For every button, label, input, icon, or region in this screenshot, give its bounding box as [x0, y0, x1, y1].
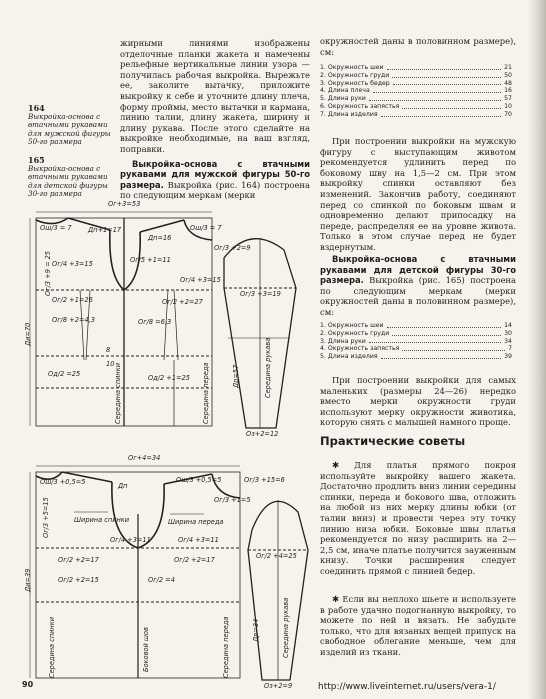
measurement-name: 7. Длина изделия: [320, 110, 378, 118]
label-og2-2: Ог/2 +2=27: [162, 298, 203, 306]
label-dp-child: Дп: [118, 482, 128, 490]
measurement-value: 34: [504, 337, 512, 345]
label-og-plus3: Ог+3=53: [108, 200, 141, 208]
figure-164-caption: [28, 104, 120, 147]
measurement-row: [320, 322, 512, 330]
tip-knitting-text: Если вы неплохо шьете и используете в работе удачно подогнанную выкройку, то можете по ней и вязать. Не забудьте только, что для вязаных вещей припуск на свободное облегание меньше, чем для изделий из ткани.: [320, 594, 517, 657]
paragraph-men-pattern-heading: [120, 159, 310, 201]
figure-164-number: 164: [28, 103, 45, 113]
figure-165-caption: [28, 156, 120, 199]
leader-dots: [369, 95, 501, 101]
measurement-name: 1. Окружность шеи: [320, 64, 384, 71]
tip-dress: ✱ Для платья прямого покроя используйте выкройку вашего жакета. Достаточно продлить вниз линии середины спинки, переда и бокового шва, отложить на любой из них мерку длины юбки (от талии вниз) и провести через эту точку линию низа юбки. Боковые швы платья рекомендуется по низу расширить на 2—2,5 см, иначе платье получится зауженным книзу. Точки расширения следует соединить прямой с линией бедер.: [320, 460, 516, 576]
label-og8-2: Ог/8 +2=4,3: [52, 316, 95, 324]
practical-tips-heading: Практические советы: [320, 434, 466, 448]
label-osh3-05-b: Ош/3 +0,5=5: [176, 476, 222, 484]
measurement-value: 70: [504, 110, 512, 118]
leader-dots: [392, 330, 501, 336]
leader-dots: [387, 64, 502, 70]
measurement-name: 2. Окружность груди: [320, 71, 390, 79]
label-dr-34: Др=34: [252, 618, 260, 642]
measurement-value: 14: [504, 322, 512, 329]
measurement-value: 7: [508, 345, 512, 353]
label-center-sleeve-child: Середина рукава: [282, 597, 290, 658]
label-center-front-child: Середина переда: [222, 616, 230, 678]
leader-dots: [392, 72, 501, 78]
label-og2-2-17-right: Ог/2 +2=17: [174, 556, 215, 564]
measurement-name: 6. Окружность запястья: [320, 102, 400, 110]
label-osh3-a: Ош/3 = 7: [40, 224, 72, 232]
measurement-row: [320, 353, 512, 361]
child-pattern-heading-rest: Выкройка (рис. 165) построена по следующим меркам (мерки окружностей даны в половинном размере), см:: [320, 275, 516, 317]
measurement-name: 3. Окружность бедер: [320, 79, 390, 87]
page-number: 90: [22, 680, 34, 689]
paragraph-small-sizes: [320, 375, 516, 432]
label-di: Ди=70: [24, 322, 32, 346]
paragraph-belly-text: При построении выкройки на мужскую фигуру с выступающим животом рекомендуется удлинить перед по боковому шву на 1,5—2 см. При этом выкройку спинки оставляют без изменений. Закончив работу, соединяют перед со спинкой по боковым швам и одновременно делают припосадку на переде, распределяя ее на уровне живота. Только в этом случае перед не будет вздернутым.: [320, 136, 516, 252]
measurement-row: [320, 338, 512, 346]
leader-dots: [381, 353, 502, 359]
label-og3-9: Ог/3 +9 = 25: [44, 251, 52, 296]
child-pattern-heading: Выкройка-основа с втачными рукавами для детской фигуры 30-го размера.: [320, 254, 516, 286]
men-pattern-heading-rest: Выкройка (рис. 164) построена по следующим меркам (мерки: [120, 179, 310, 201]
label-oz-2-9: Оз+2=9: [264, 682, 293, 690]
measurement-row: [320, 345, 512, 353]
label-dr: Др=57: [232, 364, 240, 388]
measurement-name: 5. Длина изделия: [320, 353, 378, 361]
label-osh3-05-a: Ош/3 +0,5=5: [40, 478, 86, 486]
measurement-row: [320, 95, 512, 103]
leader-dots: [402, 345, 505, 351]
label-oz-2: Оз+2=12: [246, 430, 279, 438]
measurement-row: [320, 330, 512, 338]
label-og4-3-right: Ог/4 +3=15: [180, 276, 221, 284]
label-og2-2-17-left: Ог/2 +2=17: [58, 556, 99, 564]
measurement-value: 21: [504, 64, 512, 71]
column-right-intro: окружностей даны в половинном размере), см:: [320, 36, 516, 57]
measurement-row: [320, 103, 512, 111]
measurement-name: 3. Длина руки: [320, 337, 366, 345]
measurement-value: 10: [504, 102, 512, 110]
label-od2: Од/2 =25: [48, 370, 81, 378]
measurement-row: [320, 72, 512, 80]
draft-165-lines: [18, 452, 318, 694]
tip-dress-text: Для платья прямого покроя используйте выкройку вашего жакета. Достаточно продлить вниз линии середины спинки, переда и бокового шва, отложить на любой из них мерку длины юбки (от талии вниз) и провести через эту точку линию низа юбки. Боковые швы платья рекомендуется по низу расширить на 2—2,5 см, иначе платье получится зауженным книзу. Точки расширения следует соединить прямой с линией бедер.: [320, 460, 516, 576]
leader-dots: [369, 338, 501, 344]
label-osh3-b: Ош/3 = 7: [190, 224, 222, 232]
pattern-draft-164: [18, 198, 318, 440]
tip-knitting: ✱ Если вы неплохо шьете и используете в работе удачно подогнанную выкройку, то можете по ней и вязать. Не забудьте только, что для вязаных вещей припуск на свободное облегание меньше, чем для изделий из ткани.: [320, 594, 517, 657]
label-og2-4-25: Ог/2 +4=25: [256, 552, 297, 560]
measurement-name: 4. Длина плеча: [320, 87, 370, 95]
label-og-plus4: Ог+4=34: [128, 454, 161, 462]
leader-dots: [393, 80, 501, 86]
label-od2-1: Од/2 +1=25: [148, 374, 190, 382]
measurement-name: 2. Окружность груди: [320, 329, 390, 337]
leader-dots: [402, 103, 501, 109]
measurement-row: [320, 87, 512, 95]
leader-dots: [381, 111, 502, 117]
label-og8: Ог/8 =6,3: [138, 318, 172, 326]
label-og2-4: Ог/2 =4: [148, 576, 175, 584]
leader-dots: [387, 322, 502, 328]
measurements-list-child: [320, 322, 512, 361]
column-left-text: [120, 38, 310, 205]
label-dp: Дп=16: [148, 234, 172, 242]
label-og3-3: Ог/3 +3=19: [240, 290, 281, 298]
label-og4-3-11-right: Ог/4 +3=11: [178, 536, 219, 544]
measurement-name: 1. Окружность шеи: [320, 322, 384, 329]
label-og3-15r: Ог/3 +15=6: [244, 476, 285, 484]
label-di-39: Ди=39: [24, 568, 32, 592]
label-og3-5: Ог/3 +5=15: [42, 497, 50, 538]
pattern-draft-165: [18, 452, 318, 694]
label-8: 8: [106, 346, 111, 354]
paragraph-working-pattern: жирными линиями изображены отделочные планки жакета и намечены рельефные вертикальные линии узора — получилась рабочая выкройка. Вырежьте ее, заколите вытачку, приложите выкройку к себе и уточните длину плеча, форму проймы, место вытачки и кармана, линию талии, длину жакета, ширину и длину рукава. После этого сделайте на выкройке необходимые, на ваш взгляд, поправки.: [120, 38, 310, 154]
label-center-sleeve: Середина рукава: [264, 337, 272, 398]
measurement-row: [320, 80, 512, 88]
measurement-row: [320, 64, 512, 72]
paragraph-small-sizes-text: При построении выкройки для самых маленьких (размеры 24—26) нередко вместо мерки окружности груди используют мерку окружности животика, которую снять с малышей намного проще.: [320, 375, 516, 428]
measurement-row: [320, 111, 512, 119]
measurement-name: 4. Окружность запястья: [320, 345, 400, 353]
label-center-back: Середина спинки: [114, 363, 122, 424]
measurement-name: 5. Длина руки: [320, 95, 366, 103]
label-center-back-child: Середина спинки: [48, 617, 56, 678]
men-pattern-heading: Выкройка-основа с втачными рукавами для мужской фигуры 50-го размера.: [120, 158, 310, 190]
label-dp1: Дп+1=17: [88, 226, 122, 234]
source-url: http://www.liveinternet.ru/users/vera-1/: [318, 682, 496, 692]
paragraph-child-pattern-heading: [320, 254, 516, 322]
measurement-value: 30: [504, 329, 512, 337]
label-og3-1: Ог/3 +1=5: [214, 496, 251, 504]
label-og2-1: Ог/2 +1=26: [52, 296, 93, 304]
label-og2-2-15: Ог/2 +2=15: [58, 576, 99, 584]
measurements-list-men: [320, 64, 512, 119]
book-spine-shadow: [528, 0, 546, 699]
label-width-front: Ширина переда: [168, 518, 224, 526]
measurement-value: 50: [504, 71, 512, 79]
measurement-value: 39: [504, 353, 512, 361]
label-og5-1: Ог/5 +1=11: [130, 256, 171, 264]
figure-164-caption-text: Выкройка-основа с втачными рукавами для мужской фигуры 50-го размера: [28, 111, 111, 147]
label-center-front: Середина переда: [202, 362, 210, 424]
label-og3-2: Ог/3 +2=9: [214, 244, 251, 252]
paragraph-belly-adjustment: [320, 136, 516, 257]
figure-165-number: 165: [28, 155, 45, 165]
measurement-value: 57: [504, 95, 512, 103]
label-og4-3-11-left: Ог/4 +3=11: [110, 536, 151, 544]
label-width-back: Ширина спинки: [74, 516, 130, 524]
measurement-value: 16: [504, 87, 512, 95]
measurement-value: 48: [504, 79, 512, 87]
label-side-seam: Боковой шов: [142, 627, 150, 672]
label-og4-3-top: Ог/4 +3=15: [52, 260, 93, 268]
leader-dots: [373, 87, 501, 93]
label-10: 10: [106, 360, 115, 368]
figure-165-caption-text: Выкройка-основа с втачными рукавами для детской фигуры 30-го размера: [28, 163, 108, 199]
